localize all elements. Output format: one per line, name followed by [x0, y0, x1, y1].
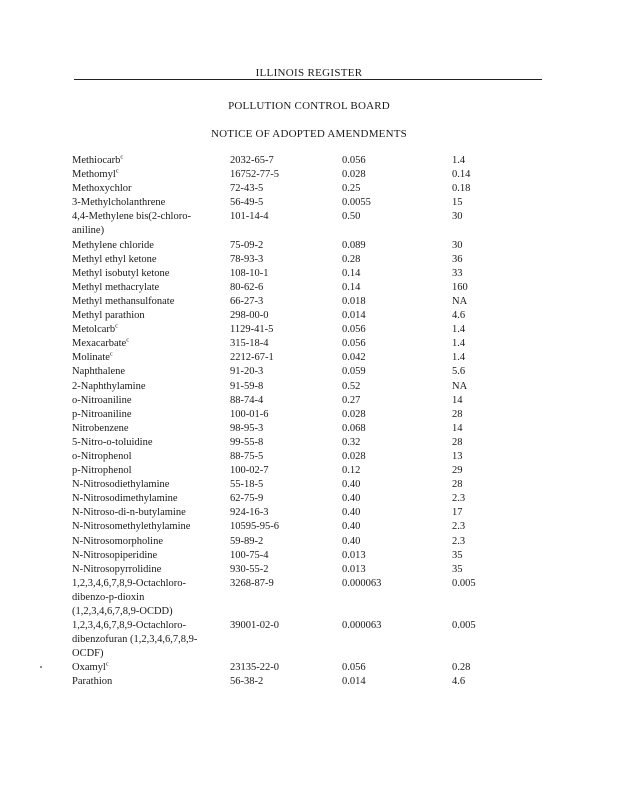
chemical-name: N-Nitroso-di-n-butylamine: [72, 507, 186, 519]
table-row: [72, 182, 532, 196]
nonwastewater-standard: 33: [452, 267, 463, 279]
chemical-name-cell: [72, 605, 230, 619]
nonwastewater-standard: 1.4: [452, 155, 466, 166]
nonwastewater-standard: [452, 591, 532, 605]
chemical-name-cell: [72, 436, 230, 450]
wastewater-standard: 0.068: [342, 422, 366, 434]
cas-number: 56-49-5: [230, 197, 264, 209]
table-row: [72, 168, 532, 182]
cas-number: 100-02-7: [230, 465, 269, 477]
wastewater-standard: 0.059: [342, 366, 366, 378]
chemical-name-cell: [72, 154, 230, 168]
cas-number: 315-18-4: [230, 338, 269, 350]
chemical-name: dibenzo-p-dioxin: [72, 591, 145, 603]
chemical-name-cell: [72, 633, 230, 647]
chemical-name: dibenzofuran (1,2,3,4,6,7,8,9-: [72, 634, 198, 646]
table-row: [72, 535, 532, 549]
nonwastewater-standard: 28: [452, 479, 463, 491]
chemical-table: [72, 154, 532, 690]
table-row: [72, 196, 532, 210]
cas-number: 2212-67-1: [230, 352, 274, 364]
wastewater-standard: [342, 633, 452, 647]
wastewater-standard: 0.042: [342, 352, 366, 364]
wastewater-standard: 0.14: [342, 267, 361, 279]
chemical-name-cell: [72, 210, 230, 224]
footnote-marker: c: [115, 167, 119, 175]
wastewater-standard: 0.32: [342, 436, 361, 448]
table-row: [72, 563, 532, 577]
chemical-name: Molinate: [72, 352, 110, 364]
chemical-name-cell: [72, 563, 230, 577]
cas-number: 75-09-2: [230, 239, 264, 251]
chemical-name-cell: [72, 337, 230, 351]
cas-number: [230, 647, 342, 661]
table-row: [72, 337, 532, 351]
nonwastewater-standard: 5.6: [452, 366, 466, 378]
wastewater-standard: 0.40: [342, 493, 361, 505]
chemical-name-cell: [72, 239, 230, 253]
register-header: [0, 67, 618, 79]
wastewater-standard: 0.014: [342, 676, 366, 688]
chemical-name: 3-Methylcholanthrene: [72, 197, 166, 209]
table-row: [72, 647, 532, 661]
wastewater-standard: 0.000063: [342, 620, 382, 632]
wastewater-standard: 0.0055: [342, 197, 371, 209]
table-row: [72, 478, 532, 492]
chemical-name-cell: [72, 520, 230, 534]
scan-speck: [40, 666, 42, 668]
board-title: POLLUTION CONTROL BOARD: [228, 100, 390, 112]
cas-number: 56-38-2: [230, 676, 264, 688]
cas-number: 100-01-6: [230, 408, 269, 420]
chemical-name-cell: [72, 365, 230, 379]
chemical-name: Methyl parathion: [72, 310, 145, 322]
chemical-name-cell: [72, 351, 230, 365]
chemical-name-cell: [72, 619, 230, 633]
wastewater-standard: [342, 647, 452, 661]
table-row: [72, 633, 532, 647]
nonwastewater-standard: 14: [452, 422, 463, 434]
cas-number: 1129-41-5: [230, 324, 274, 336]
cas-number: 39001-02-0: [230, 620, 279, 632]
table-row: [72, 253, 532, 267]
chemical-name: p-Nitrophenol: [72, 465, 132, 477]
wastewater-standard: 0.000063: [342, 577, 382, 589]
nonwastewater-standard: 35: [452, 549, 463, 561]
chemical-name: 1,2,3,4,6,7,8,9-Octachloro-: [72, 577, 187, 589]
wastewater-standard: 0.028: [342, 408, 366, 420]
wastewater-standard: 0.40: [342, 535, 361, 547]
table-row: [72, 464, 532, 478]
nonwastewater-standard: 13: [452, 450, 463, 462]
nonwastewater-standard: 2.3: [452, 493, 466, 505]
chemical-name-cell: [72, 253, 230, 267]
chemical-name-cell: [72, 450, 230, 464]
nonwastewater-standard: 0.18: [452, 183, 471, 195]
nonwastewater-standard: 17: [452, 507, 463, 519]
chemical-name: 4,4-Methylene bis(2-chloro-: [72, 211, 191, 223]
wastewater-standard: 0.013: [342, 563, 366, 575]
wastewater-standard: 0.056: [342, 155, 366, 166]
nonwastewater-standard: 0.14: [452, 169, 471, 181]
chemical-name-cell: [72, 577, 230, 591]
chemical-name-cell: [72, 295, 230, 309]
table-row: [72, 619, 532, 633]
wastewater-standard: [342, 605, 452, 619]
footnote-marker: c: [109, 350, 113, 358]
cas-number: 101-14-4: [230, 211, 269, 223]
wastewater-standard: 0.018: [342, 295, 366, 307]
nonwastewater-standard: [452, 224, 532, 238]
chemical-name-cell: [72, 464, 230, 478]
chemical-name-cell: [72, 422, 230, 436]
chemical-name-cell: [72, 478, 230, 492]
wastewater-standard: 0.089: [342, 239, 366, 251]
cas-number: 924-16-3: [230, 507, 269, 519]
chemical-name-cell: [72, 224, 230, 238]
nonwastewater-standard: 0.28: [452, 662, 471, 674]
table-row: [72, 549, 532, 563]
wastewater-standard: 0.028: [342, 450, 366, 462]
table-row: [72, 267, 532, 281]
cas-number: 88-74-4: [230, 394, 264, 406]
chemical-name: Parathion: [72, 676, 113, 688]
wastewater-standard: 0.27: [342, 394, 361, 406]
chemical-name: aniline): [72, 225, 105, 237]
cas-number: 72-43-5: [230, 183, 264, 195]
cas-number: 59-89-2: [230, 535, 264, 547]
cas-number: 66-27-3: [230, 295, 264, 307]
wastewater-standard: 0.40: [342, 479, 361, 491]
wastewater-standard: 0.40: [342, 521, 361, 533]
notice-title: NOTICE OF ADOPTED AMENDMENTS: [211, 128, 407, 140]
nonwastewater-standard: 36: [452, 253, 463, 265]
cas-number: 16752-77-5: [230, 169, 279, 181]
chemical-name-cell: [72, 675, 230, 689]
chemical-name-cell: [72, 182, 230, 196]
cas-number: 23135-22-0: [230, 662, 279, 674]
chemical-name: Methyl methansulfonate: [72, 295, 175, 307]
table-row: [72, 210, 532, 224]
register-title: ILLINOIS REGISTER: [250, 67, 369, 79]
table-row: [72, 506, 532, 520]
chemical-name-cell: [72, 309, 230, 323]
cas-number: 3268-87-9: [230, 577, 274, 589]
chemical-name: Methiocarb: [72, 155, 121, 166]
chemical-name: Methomyl: [72, 169, 116, 181]
table-row: [72, 675, 532, 689]
chemical-name: (1,2,3,4,6,7,8,9-OCDD): [72, 606, 173, 617]
chemical-name: 2-Naphthylamine: [72, 380, 146, 392]
table-row: [72, 365, 532, 379]
wastewater-standard: 0.028: [342, 169, 366, 181]
footnote-marker: c: [115, 322, 119, 330]
cas-number: 88-75-5: [230, 450, 264, 462]
chemical-name-cell: [72, 492, 230, 506]
chemical-name: N-Nitrosomorpholine: [72, 535, 163, 547]
cas-number: [230, 633, 342, 647]
wastewater-standard: 0.056: [342, 338, 366, 350]
wastewater-standard: 0.14: [342, 281, 361, 293]
chemical-name: N-Nitrosopyrrolidine: [72, 563, 162, 575]
chemical-name: o-Nitroaniline: [72, 394, 132, 406]
chemical-name: 1,2,3,4,6,7,8,9-Octachloro-: [72, 620, 187, 632]
chemical-name-cell: [72, 168, 230, 182]
nonwastewater-standard: NA: [452, 380, 468, 392]
chemical-name: Methyl ethyl ketone: [72, 253, 157, 265]
table-row: [72, 520, 532, 534]
table-row: [72, 422, 532, 436]
cas-number: 2032-65-7: [230, 155, 274, 166]
nonwastewater-standard: 160: [452, 281, 468, 293]
header-rule: [74, 79, 542, 80]
cas-number: 78-93-3: [230, 253, 264, 265]
chemical-name-cell: [72, 647, 230, 661]
chemical-name: N-Nitrosomethylethylamine: [72, 521, 191, 533]
nonwastewater-standard: 2.3: [452, 521, 466, 533]
chemical-name-cell: [72, 506, 230, 520]
footnote-marker: c: [126, 336, 130, 344]
wastewater-standard: 0.52: [342, 380, 361, 392]
nonwastewater-standard: 1.4: [452, 352, 466, 364]
wastewater-standard: 0.25: [342, 183, 361, 195]
chemical-name-cell: [72, 394, 230, 408]
nonwastewater-standard: [452, 605, 532, 619]
nonwastewater-standard: 28: [452, 436, 463, 448]
nonwastewater-standard: 4.6: [452, 676, 466, 688]
table-row: [72, 591, 532, 605]
wastewater-standard: 0.50: [342, 211, 361, 223]
chemical-name-cell: [72, 267, 230, 281]
cas-number: 91-59-8: [230, 380, 264, 392]
table-row: [72, 239, 532, 253]
nonwastewater-standard: 0.005: [452, 577, 476, 589]
cas-number: [230, 591, 342, 605]
chemical-name-cell: [72, 380, 230, 394]
wastewater-standard: 0.056: [342, 324, 366, 336]
nonwastewater-standard: 29: [452, 465, 463, 477]
chemical-name-cell: [72, 535, 230, 549]
chemical-name: N-Nitrosodimethylamine: [72, 493, 178, 505]
chemical-name: o-Nitrophenol: [72, 450, 132, 462]
chemical-name-cell: [72, 591, 230, 605]
table-row: [72, 577, 532, 591]
cas-number: 10595-95-6: [230, 521, 279, 533]
chemical-name-cell: [72, 196, 230, 210]
table-row: [72, 224, 532, 238]
cas-number: 100-75-4: [230, 549, 269, 561]
chemical-name: Oxamyl: [72, 662, 106, 674]
table-row: [72, 351, 532, 365]
nonwastewater-standard: 30: [452, 211, 463, 223]
footnote-marker: c: [105, 660, 109, 668]
cas-number: [230, 224, 342, 238]
cas-number: 91-20-3: [230, 366, 264, 378]
table-row: [72, 661, 532, 675]
chemical-name: N-Nitrosopiperidine: [72, 549, 158, 561]
nonwastewater-standard: 4.6: [452, 310, 466, 322]
cas-number: 62-75-9: [230, 493, 264, 505]
chemical-name: Methoxychlor: [72, 183, 132, 195]
chemical-name: N-Nitrosodiethylamine: [72, 479, 170, 491]
footnote-marker: c: [120, 153, 124, 161]
chemical-name: Mexacarbate: [72, 338, 127, 350]
chemical-name: Nitrobenzene: [72, 422, 129, 434]
chemical-name: Methylene chloride: [72, 239, 154, 251]
wastewater-standard: [342, 591, 452, 605]
chemical-name: Methyl isobutyl ketone: [72, 267, 170, 279]
wastewater-standard: 0.056: [342, 662, 366, 674]
nonwastewater-standard: [452, 647, 532, 661]
chemical-name: Methyl methacrylate: [72, 281, 160, 293]
table-row: [72, 323, 532, 337]
chemical-name: p-Nitroaniline: [72, 408, 132, 420]
chemical-name-cell: [72, 408, 230, 422]
chemical-name-cell: [72, 549, 230, 563]
chemical-name: Naphthalene: [72, 366, 126, 378]
table-row: [72, 309, 532, 323]
table-row: [72, 605, 532, 619]
nonwastewater-standard: 35: [452, 563, 463, 575]
nonwastewater-standard: 1.4: [452, 338, 466, 350]
nonwastewater-standard: 14: [452, 394, 463, 406]
wastewater-standard: 0.40: [342, 507, 361, 519]
table-row: [72, 436, 532, 450]
nonwastewater-standard: 1.4: [452, 324, 466, 336]
wastewater-standard: 0.28: [342, 253, 361, 265]
table-row: [72, 380, 532, 394]
chemical-name-cell: [72, 661, 230, 675]
table-row: [72, 281, 532, 295]
table-row: [72, 492, 532, 506]
table-row: [72, 408, 532, 422]
cas-number: 108-10-1: [230, 267, 269, 279]
wastewater-standard: 0.013: [342, 549, 366, 561]
wastewater-standard: 0.12: [342, 465, 361, 477]
nonwastewater-standard: 2.3: [452, 535, 466, 547]
cas-number: 55-18-5: [230, 479, 264, 491]
table-row: [72, 154, 532, 168]
cas-number: 80-62-6: [230, 281, 264, 293]
chemical-name-cell: [72, 281, 230, 295]
wastewater-standard: 0.014: [342, 310, 366, 322]
nonwastewater-standard: NA: [452, 295, 468, 307]
nonwastewater-standard: 28: [452, 408, 463, 420]
chemical-name: OCDF): [72, 648, 104, 660]
nonwastewater-standard: 15: [452, 197, 463, 209]
nonwastewater-standard: [452, 633, 532, 647]
nonwastewater-standard: 30: [452, 239, 463, 251]
chemical-name: Metolcarb: [72, 324, 116, 336]
wastewater-standard: [342, 224, 452, 238]
cas-number: 298-00-0: [230, 310, 269, 322]
chemical-name-cell: [72, 323, 230, 337]
cas-number: 99-55-8: [230, 436, 264, 448]
cas-number: [230, 605, 342, 619]
cas-number: 930-55-2: [230, 563, 269, 575]
chemical-name: 5-Nitro-o-toluidine: [72, 436, 153, 448]
cas-number: 98-95-3: [230, 422, 264, 434]
table-row: [72, 295, 532, 309]
table-row: [72, 394, 532, 408]
chemical-table-body: [72, 154, 532, 690]
table-row: [72, 450, 532, 464]
nonwastewater-standard: 0.005: [452, 620, 476, 632]
